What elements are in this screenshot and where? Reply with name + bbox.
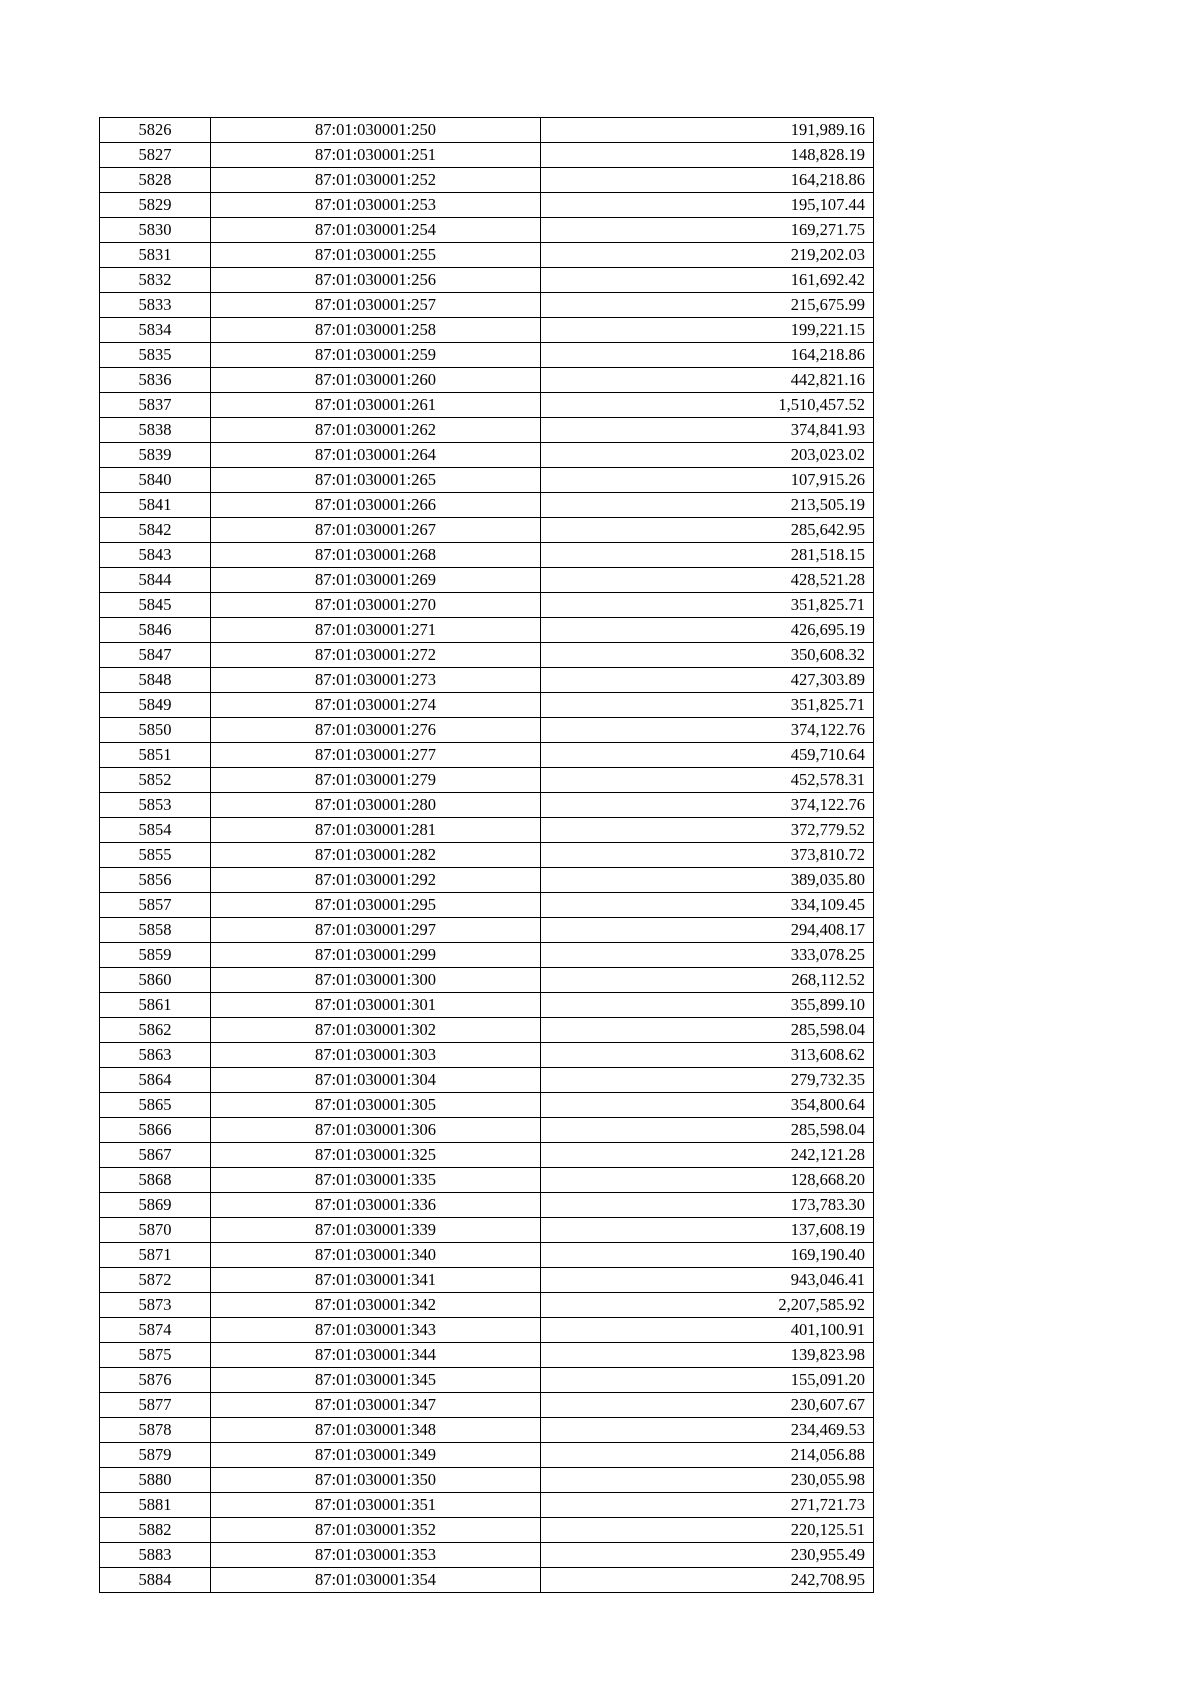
value-cell: 215,675.99: [541, 293, 874, 318]
table-row: [100, 1018, 874, 1043]
table-row: [100, 418, 874, 443]
row-number-cell: 5837: [100, 393, 211, 418]
cadastral-number-cell: 87:01:030001:347: [211, 1393, 541, 1418]
cadastral-number-cell: 87:01:030001:339: [211, 1218, 541, 1243]
row-number-cell: 5843: [100, 543, 211, 568]
value-cell: 374,122.76: [541, 718, 874, 743]
value-cell: 374,841.93: [541, 418, 874, 443]
row-number-cell: 5881: [100, 1493, 211, 1518]
row-number-cell: 5876: [100, 1368, 211, 1393]
row-number-cell: 5842: [100, 518, 211, 543]
table-row: [100, 743, 874, 768]
row-number-cell: 5864: [100, 1068, 211, 1093]
row-number-cell: 5847: [100, 643, 211, 668]
cadastral-number-cell: 87:01:030001:350: [211, 1468, 541, 1493]
table-row: [100, 693, 874, 718]
value-cell: 374,122.76: [541, 793, 874, 818]
table-row: [100, 1518, 874, 1543]
row-number-cell: 5839: [100, 443, 211, 468]
row-number-cell: 5851: [100, 743, 211, 768]
row-number-cell: 5880: [100, 1468, 211, 1493]
cadastral-number-cell: 87:01:030001:280: [211, 793, 541, 818]
value-cell: 199,221.15: [541, 318, 874, 343]
row-number-cell: 5870: [100, 1218, 211, 1243]
row-number-cell: 5869: [100, 1193, 211, 1218]
table-row: [100, 943, 874, 968]
value-cell: 220,125.51: [541, 1518, 874, 1543]
cadastral-number-cell: 87:01:030001:260: [211, 368, 541, 393]
value-cell: 313,608.62: [541, 1043, 874, 1068]
value-cell: 242,708.95: [541, 1568, 874, 1593]
cadastral-number-cell: 87:01:030001:353: [211, 1543, 541, 1568]
row-number-cell: 5873: [100, 1293, 211, 1318]
table-row: [100, 468, 874, 493]
cadastral-number-cell: 87:01:030001:277: [211, 743, 541, 768]
value-cell: 355,899.10: [541, 993, 874, 1018]
cadastral-number-cell: 87:01:030001:269: [211, 568, 541, 593]
value-cell: 1,510,457.52: [541, 393, 874, 418]
value-cell: 161,692.42: [541, 268, 874, 293]
value-cell: 351,825.71: [541, 593, 874, 618]
cadastral-number-cell: 87:01:030001:342: [211, 1293, 541, 1318]
table-row: [100, 1418, 874, 1443]
table-row: [100, 1193, 874, 1218]
cadastral-number-cell: 87:01:030001:351: [211, 1493, 541, 1518]
table-row: [100, 1393, 874, 1418]
data-table: [99, 117, 874, 1593]
row-number-cell: 5849: [100, 693, 211, 718]
cadastral-number-cell: 87:01:030001:348: [211, 1418, 541, 1443]
value-cell: 372,779.52: [541, 818, 874, 843]
table-row: [100, 793, 874, 818]
table-row: [100, 1368, 874, 1393]
table-row: [100, 343, 874, 368]
table-row: [100, 493, 874, 518]
row-number-cell: 5835: [100, 343, 211, 368]
table-row: [100, 1243, 874, 1268]
cadastral-number-cell: 87:01:030001:352: [211, 1518, 541, 1543]
row-number-cell: 5859: [100, 943, 211, 968]
cadastral-number-cell: 87:01:030001:335: [211, 1168, 541, 1193]
cadastral-number-cell: 87:01:030001:295: [211, 893, 541, 918]
row-number-cell: 5882: [100, 1518, 211, 1543]
value-cell: 285,598.04: [541, 1118, 874, 1143]
cadastral-number-cell: 87:01:030001:273: [211, 668, 541, 693]
value-cell: 195,107.44: [541, 193, 874, 218]
table-row: [100, 968, 874, 993]
cadastral-number-cell: 87:01:030001:271: [211, 618, 541, 643]
table-row: [100, 1143, 874, 1168]
value-cell: 203,023.02: [541, 443, 874, 468]
row-number-cell: 5844: [100, 568, 211, 593]
table-row: [100, 668, 874, 693]
table-row: [100, 218, 874, 243]
row-number-cell: 5853: [100, 793, 211, 818]
cadastral-number-cell: 87:01:030001:266: [211, 493, 541, 518]
row-number-cell: 5860: [100, 968, 211, 993]
table-row: [100, 143, 874, 168]
cadastral-number-cell: 87:01:030001:251: [211, 143, 541, 168]
table-row: [100, 1093, 874, 1118]
cadastral-number-cell: 87:01:030001:341: [211, 1268, 541, 1293]
row-number-cell: 5834: [100, 318, 211, 343]
value-cell: 426,695.19: [541, 618, 874, 643]
value-cell: 294,408.17: [541, 918, 874, 943]
table-row: [100, 1118, 874, 1143]
table-row: [100, 1443, 874, 1468]
row-number-cell: 5877: [100, 1393, 211, 1418]
table-row: [100, 368, 874, 393]
value-cell: 354,800.64: [541, 1093, 874, 1118]
row-number-cell: 5831: [100, 243, 211, 268]
table-row: [100, 443, 874, 468]
row-number-cell: 5856: [100, 868, 211, 893]
cadastral-number-cell: 87:01:030001:305: [211, 1093, 541, 1118]
row-number-cell: 5833: [100, 293, 211, 318]
cadastral-number-cell: 87:01:030001:304: [211, 1068, 541, 1093]
value-cell: 128,668.20: [541, 1168, 874, 1193]
cadastral-number-cell: 87:01:030001:336: [211, 1193, 541, 1218]
value-cell: 285,642.95: [541, 518, 874, 543]
value-cell: 401,100.91: [541, 1318, 874, 1343]
row-number-cell: 5840: [100, 468, 211, 493]
value-cell: 389,035.80: [541, 868, 874, 893]
table-row: [100, 393, 874, 418]
value-cell: 164,218.86: [541, 168, 874, 193]
row-number-cell: 5879: [100, 1443, 211, 1468]
row-number-cell: 5838: [100, 418, 211, 443]
row-number-cell: 5828: [100, 168, 211, 193]
table-row: [100, 1568, 874, 1593]
value-cell: 219,202.03: [541, 243, 874, 268]
value-cell: 234,469.53: [541, 1418, 874, 1443]
row-number-cell: 5871: [100, 1243, 211, 1268]
table-row: [100, 1168, 874, 1193]
cadastral-number-cell: 87:01:030001:264: [211, 443, 541, 468]
table-row: [100, 318, 874, 343]
value-cell: 107,915.26: [541, 468, 874, 493]
cadastral-number-cell: 87:01:030001:254: [211, 218, 541, 243]
table-row: [100, 593, 874, 618]
cadastral-number-cell: 87:01:030001:340: [211, 1243, 541, 1268]
row-number-cell: 5863: [100, 1043, 211, 1068]
table-row: [100, 868, 874, 893]
value-cell: 452,578.31: [541, 768, 874, 793]
table-row: [100, 618, 874, 643]
row-number-cell: 5826: [100, 118, 211, 143]
table-row: [100, 993, 874, 1018]
table-row: [100, 1543, 874, 1568]
row-number-cell: 5875: [100, 1343, 211, 1368]
cadastral-number-cell: 87:01:030001:274: [211, 693, 541, 718]
value-cell: 169,190.40: [541, 1243, 874, 1268]
cadastral-number-cell: 87:01:030001:300: [211, 968, 541, 993]
cadastral-number-cell: 87:01:030001:302: [211, 1018, 541, 1043]
value-cell: 155,091.20: [541, 1368, 874, 1393]
value-cell: 148,828.19: [541, 143, 874, 168]
value-cell: 428,521.28: [541, 568, 874, 593]
row-number-cell: 5854: [100, 818, 211, 843]
row-number-cell: 5857: [100, 893, 211, 918]
cadastral-number-cell: 87:01:030001:282: [211, 843, 541, 868]
table-row: [100, 1468, 874, 1493]
cadastral-number-cell: 87:01:030001:252: [211, 168, 541, 193]
cadastral-number-cell: 87:01:030001:344: [211, 1343, 541, 1368]
value-cell: 173,783.30: [541, 1193, 874, 1218]
cadastral-number-cell: 87:01:030001:261: [211, 393, 541, 418]
table-row: [100, 1293, 874, 1318]
cadastral-number-cell: 87:01:030001:268: [211, 543, 541, 568]
cadastral-number-cell: 87:01:030001:259: [211, 343, 541, 368]
row-number-cell: 5827: [100, 143, 211, 168]
row-number-cell: 5830: [100, 218, 211, 243]
cadastral-number-cell: 87:01:030001:297: [211, 918, 541, 943]
cadastral-number-cell: 87:01:030001:343: [211, 1318, 541, 1343]
table-row: [100, 243, 874, 268]
cadastral-number-cell: 87:01:030001:292: [211, 868, 541, 893]
value-cell: 334,109.45: [541, 893, 874, 918]
value-cell: 137,608.19: [541, 1218, 874, 1243]
cadastral-number-cell: 87:01:030001:325: [211, 1143, 541, 1168]
row-number-cell: 5845: [100, 593, 211, 618]
row-number-cell: 5841: [100, 493, 211, 518]
value-cell: 271,721.73: [541, 1493, 874, 1518]
table-row: [100, 818, 874, 843]
value-cell: 169,271.75: [541, 218, 874, 243]
cadastral-number-cell: 87:01:030001:253: [211, 193, 541, 218]
cadastral-number-cell: 87:01:030001:349: [211, 1443, 541, 1468]
cadastral-number-cell: 87:01:030001:272: [211, 643, 541, 668]
row-number-cell: 5858: [100, 918, 211, 943]
row-number-cell: 5865: [100, 1093, 211, 1118]
row-number-cell: 5878: [100, 1418, 211, 1443]
value-cell: 230,607.67: [541, 1393, 874, 1418]
value-cell: 213,505.19: [541, 493, 874, 518]
cadastral-number-cell: 87:01:030001:276: [211, 718, 541, 743]
cadastral-number-cell: 87:01:030001:257: [211, 293, 541, 318]
table-row: [100, 918, 874, 943]
value-cell: 373,810.72: [541, 843, 874, 868]
row-number-cell: 5832: [100, 268, 211, 293]
value-cell: 281,518.15: [541, 543, 874, 568]
cadastral-number-cell: 87:01:030001:299: [211, 943, 541, 968]
cadastral-number-cell: 87:01:030001:267: [211, 518, 541, 543]
row-number-cell: 5852: [100, 768, 211, 793]
value-cell: 285,598.04: [541, 1018, 874, 1043]
value-cell: 333,078.25: [541, 943, 874, 968]
value-cell: 427,303.89: [541, 668, 874, 693]
cadastral-number-cell: 87:01:030001:345: [211, 1368, 541, 1393]
value-cell: 279,732.35: [541, 1068, 874, 1093]
value-cell: 164,218.86: [541, 343, 874, 368]
cadastral-number-cell: 87:01:030001:255: [211, 243, 541, 268]
table-row: [100, 1318, 874, 1343]
row-number-cell: 5848: [100, 668, 211, 693]
table-row: [100, 768, 874, 793]
table-row: [100, 1493, 874, 1518]
table-row: [100, 843, 874, 868]
table-row: [100, 1068, 874, 1093]
row-number-cell: 5855: [100, 843, 211, 868]
row-number-cell: 5866: [100, 1118, 211, 1143]
table-row: [100, 518, 874, 543]
row-number-cell: 5836: [100, 368, 211, 393]
table-row: [100, 643, 874, 668]
cadastral-number-cell: 87:01:030001:265: [211, 468, 541, 493]
table-row: [100, 893, 874, 918]
table-row: [100, 193, 874, 218]
value-cell: 214,056.88: [541, 1443, 874, 1468]
cadastral-number-cell: 87:01:030001:354: [211, 1568, 541, 1593]
row-number-cell: 5829: [100, 193, 211, 218]
value-cell: 459,710.64: [541, 743, 874, 768]
table-row: [100, 1043, 874, 1068]
table-row: [100, 118, 874, 143]
cadastral-number-cell: 87:01:030001:258: [211, 318, 541, 343]
table-row: [100, 718, 874, 743]
value-cell: 350,608.32: [541, 643, 874, 668]
row-number-cell: 5868: [100, 1168, 211, 1193]
row-number-cell: 5867: [100, 1143, 211, 1168]
cadastral-number-cell: 87:01:030001:256: [211, 268, 541, 293]
row-number-cell: 5861: [100, 993, 211, 1018]
row-number-cell: 5872: [100, 1268, 211, 1293]
value-cell: 191,989.16: [541, 118, 874, 143]
value-cell: 442,821.16: [541, 368, 874, 393]
value-cell: 230,055.98: [541, 1468, 874, 1493]
table-row: [100, 543, 874, 568]
cadastral-number-cell: 87:01:030001:262: [211, 418, 541, 443]
cadastral-number-cell: 87:01:030001:303: [211, 1043, 541, 1068]
value-cell: 2,207,585.92: [541, 1293, 874, 1318]
row-number-cell: 5883: [100, 1543, 211, 1568]
value-cell: 943,046.41: [541, 1268, 874, 1293]
cadastral-number-cell: 87:01:030001:306: [211, 1118, 541, 1143]
row-number-cell: 5884: [100, 1568, 211, 1593]
table-row: [100, 1343, 874, 1368]
table-row: [100, 1268, 874, 1293]
cadastral-number-cell: 87:01:030001:279: [211, 768, 541, 793]
value-cell: 139,823.98: [541, 1343, 874, 1368]
table-body: [100, 118, 874, 1593]
row-number-cell: 5846: [100, 618, 211, 643]
row-number-cell: 5874: [100, 1318, 211, 1343]
cadastral-number-cell: 87:01:030001:270: [211, 593, 541, 618]
value-cell: 242,121.28: [541, 1143, 874, 1168]
row-number-cell: 5850: [100, 718, 211, 743]
cadastral-number-cell: 87:01:030001:281: [211, 818, 541, 843]
table-row: [100, 1218, 874, 1243]
cadastral-number-cell: 87:01:030001:301: [211, 993, 541, 1018]
value-cell: 230,955.49: [541, 1543, 874, 1568]
value-cell: 268,112.52: [541, 968, 874, 993]
value-cell: 351,825.71: [541, 693, 874, 718]
table-row: [100, 293, 874, 318]
row-number-cell: 5862: [100, 1018, 211, 1043]
cadastral-number-cell: 87:01:030001:250: [211, 118, 541, 143]
table-row: [100, 168, 874, 193]
table-row: [100, 268, 874, 293]
table-row: [100, 568, 874, 593]
